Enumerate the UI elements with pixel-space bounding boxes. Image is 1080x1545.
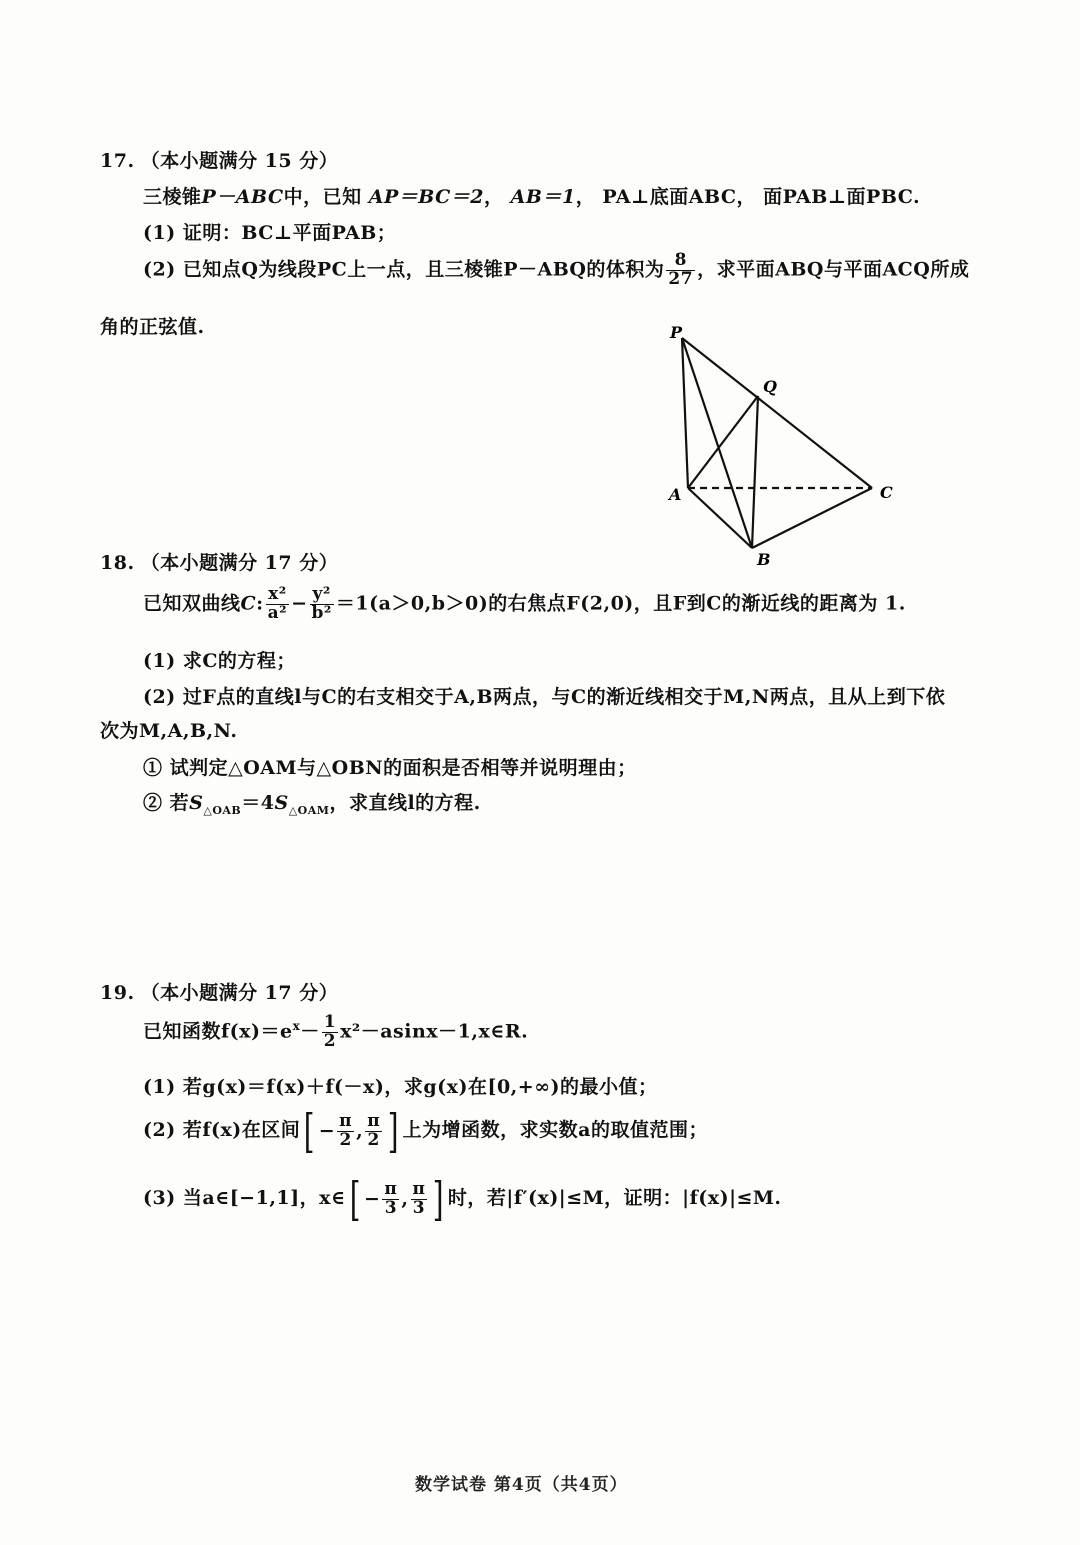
q17-heading (100, 146, 338, 173)
q19-stem (143, 1014, 528, 1051)
q19-part2 (143, 1104, 708, 1158)
exponent: x (292, 1019, 301, 1034)
fraction-denominator: 2 (339, 1129, 352, 1150)
q18-sub2 (143, 788, 481, 817)
fraction-numerator: y² (310, 586, 334, 605)
q17-stem-text: 三棱锥 (143, 186, 202, 208)
area-subscript: △OAM (288, 803, 330, 817)
q17-part1: (1) 证明：BC⊥平面PAB； (143, 222, 397, 244)
q18-stem: 已知双曲线C: $\frac{\text{x²}}{\text{a²}}$ − $\frac{\text{y²}}{\text{b²}}$ ＝1(a＞0,b＞0)的右焦点F(2,0)，且F到C的渐近线的距离为 1. (143, 584, 906, 623)
area-subscript: △OAB (203, 803, 242, 817)
q19-part2-text: 上为增函数，求实数a的取值范围； (402, 1119, 708, 1141)
fraction-numerator: 1 (323, 1012, 337, 1032)
page-footer: 数学试卷 第4页（共4页） (415, 1475, 628, 1495)
q18-part1: (1) 求C的方程； (143, 650, 296, 672)
hyperbola-name: C (240, 592, 257, 615)
q19-stem-text: x²－asinx－1,x∈R. (340, 1020, 529, 1043)
q17-part2-text: (2) 已知点Q为线段PC上一点，且三棱锥P－ABQ的体积为 (143, 258, 665, 281)
edge-pc (682, 338, 872, 488)
q17-points: （本小题满分 15 分） (140, 150, 339, 172)
q17-number: 17. (100, 150, 135, 172)
q18-points: （本小题满分 17 分） (140, 552, 339, 574)
q19-heading (100, 978, 338, 1005)
edge-bc (752, 488, 872, 548)
q18-part2: (2) 过F点的直线l与C的右支相交于A,B两点，与C的渐近线相交于M,N两点，且从上到下依 (143, 686, 946, 708)
area-symbol: S (274, 792, 289, 814)
q18-sub2-text: ② 若 (143, 792, 190, 814)
fraction-numerator: π (384, 1178, 398, 1199)
q17-condition: AB＝1 (510, 186, 576, 208)
fraction-numerator: π (339, 1110, 353, 1131)
fraction-denominator: 3 (412, 1197, 426, 1218)
fraction-numerator: π (367, 1110, 381, 1131)
q19-stem-text: － (300, 1020, 320, 1043)
x-fraction (266, 586, 289, 623)
q18-sub2-text: ，求直线l的方程. (329, 792, 481, 814)
fraction (382, 1178, 399, 1218)
half-fraction (322, 1014, 338, 1051)
fraction (411, 1178, 428, 1218)
q19-part3-text: (3) 当a∈[−1,1]，x∈ (143, 1187, 346, 1209)
q17-pyramid-name: P－ABC (201, 186, 284, 208)
q18-stem-text: 的右焦点F(2,0)，且F到C的渐近线的距离为 1. (488, 592, 906, 615)
fraction-denominator: 27 (668, 268, 694, 289)
fraction (365, 1110, 382, 1150)
vertex-label-c: C (880, 483, 893, 502)
vertex-label-b: B (757, 550, 771, 569)
q17-condition: 面PAB⊥面PBC. (763, 186, 921, 208)
q18-sub1: ① 试判定△OAM与△OBN的面积是否相等并说明理由； (143, 757, 637, 779)
q19-points: （本小题满分 17 分） (140, 982, 339, 1004)
edge-bq (752, 396, 758, 548)
q17-part2-cont: 角的正弦值. (100, 316, 205, 338)
fraction-denominator: 2 (367, 1129, 380, 1150)
fraction-denominator: 2 (323, 1030, 337, 1051)
fraction-numerator: 8 (666, 252, 695, 271)
q17-stem: 三棱锥P－ABC中，已知 AP＝BC＝2， AB＝1， PA⊥底面ABC， 面PAB⊥面PBC. (143, 186, 921, 208)
q19-stem-text: 已知函数f(x)＝e (143, 1020, 293, 1043)
q17-part2-text: ，求平面ABQ与平面ACQ所成 (697, 258, 970, 281)
volume-fraction (666, 252, 695, 289)
q19-part1: (1) 若g(x)＝f(x)＋f(－x)，求g(x)在[0,+∞)的最小值； (143, 1076, 658, 1098)
fraction-denominator: a² (267, 602, 288, 623)
fraction-numerator: x² (266, 586, 289, 605)
q18-stem-text: 已知双曲线 (143, 592, 241, 615)
fraction-denominator: 3 (384, 1197, 398, 1218)
pyramid-figure (660, 320, 910, 570)
fraction-denominator: b² (311, 602, 332, 623)
q18-number: 18. (100, 552, 135, 574)
y-fraction (310, 586, 334, 623)
q17-condition: AP＝BC＝2 (368, 186, 485, 208)
fraction-numerator: π (412, 1178, 426, 1199)
interval-pi-third: [ − $\frac{\pi}{3}$ , $\frac{\pi}{3}$ ] (349, 1172, 445, 1226)
fraction (337, 1110, 354, 1150)
area-symbol: S (189, 792, 204, 814)
edge-aq (688, 396, 758, 488)
q19-number: 19. (100, 982, 135, 1004)
q17-stem-text: 中，已知 (283, 186, 362, 208)
q18-sub2-text: ＝4 (241, 792, 275, 814)
edge-pa (682, 338, 688, 488)
q18-part2-cont: 次为M,A,B,N. (100, 720, 238, 742)
q17-part2 (143, 252, 969, 289)
vertex-label-q: Q (763, 377, 777, 396)
interval-pi-half: [ − $\frac{\pi}{2}$ , $\frac{\pi}{2}$ ] (303, 1104, 399, 1158)
hyperbola-condition: ＝1(a＞0,b＞0) (335, 592, 489, 615)
q17-condition: PA⊥底面ABC (602, 186, 737, 208)
vertex-label-a: A (669, 485, 682, 504)
q19-part3-text: 时，若|f′(x)|≤M，证明：|f(x)|≤M. (447, 1187, 782, 1209)
q19-part3 (143, 1172, 782, 1226)
q18-heading (100, 548, 338, 575)
vertex-label-p: P (670, 323, 683, 342)
q19-part2-text: (2) 若f(x)在区间 (143, 1119, 301, 1141)
